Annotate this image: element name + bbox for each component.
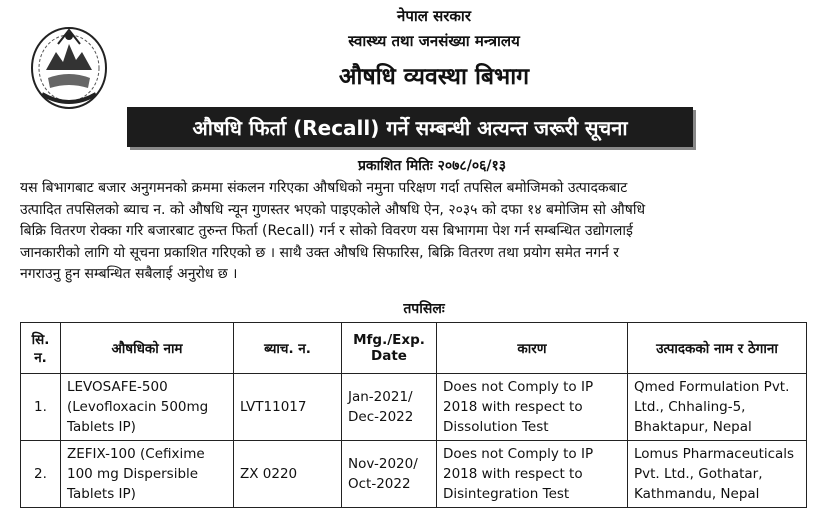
department-name: औषधि व्यवस्था बिभाग <box>338 64 530 90</box>
notice-body-line: जानकारीको लागि यो सूचना प्रकाशित गरिएको छ । साथै उक्त औषधि सिफारिस, बिक्रि वितरण तथा प्रयोग समेत नगर्न र <box>20 244 620 261</box>
notice-body-line: उत्पादित तपसिलको ब्याच न. को औषधि न्यून गुणस्तर भएको पाइएकोले औषधि ऐन, २०३५ को दफा १४ बमोजिम सो औषधि <box>20 201 646 218</box>
published-date: प्रकाशित मितिः २०७८/०६/१३ <box>357 158 507 174</box>
cell-sn: 1. <box>21 374 61 441</box>
table-row <box>21 374 807 441</box>
government-name: नेपाल सरकार <box>397 7 471 25</box>
cell-dates: Jan-2021/ Dec-2022 <box>342 374 437 441</box>
col-header-reason: कारण <box>437 323 628 374</box>
cell-reason: Does not Comply to IP 2018 with respect to Dissolution Test <box>437 374 628 441</box>
cell-manufacturer: Lomus Pharmaceuticals Pvt. Ltd., Gothatar, Kathmandu, Nepal <box>628 441 807 508</box>
cell-manufacturer: Qmed Formulation Pvt. Ltd., Chhaling-5, Bhaktapur, Nepal <box>628 374 807 441</box>
cell-sn: 2. <box>21 441 61 508</box>
notice-body-line: बिक्रि वितरण रोक्का गरि बजारबाट तुरुन्त फिर्ता (Recall) गर्न र सोको विवरण यस बिभागमा पेश गर्न सम्बन्धित उद्योगलाई <box>20 223 633 239</box>
notice-title: औषधि फिर्ता (Recall) गर्ने सम्बन्धी अत्यन्त जरूरी सूचना <box>192 115 628 140</box>
details-heading: तपसिलः <box>403 301 445 317</box>
notice-body-line: यस बिभागबाट बजार अनुगमनको क्रममा संकलन गरिएका औषधिको नमुना परिक्षण गर्दा तपसिल बमोजिमको उत्पादकबाट <box>20 180 628 196</box>
cell-name: LEVOSAFE-500 (Levofloxacin 500mg Tablets IP) <box>61 374 234 441</box>
cell-dates: Nov-2020/ Oct-2022 <box>342 441 437 508</box>
col-header-manufacturer: उत्पादकको नाम र ठेगाना <box>628 323 807 374</box>
col-header-batch: ब्याच. न. <box>234 323 342 374</box>
notice-title-banner <box>127 107 693 147</box>
col-header-sn: सि. न. <box>21 323 61 374</box>
cell-batch: LVT11017 <box>234 374 342 441</box>
table-row <box>21 441 807 508</box>
ministry-name: स्वास्थ्य तथा जनसंख्या मन्त्रालय <box>348 32 520 50</box>
notice-body-line: नगराउनु हुन सम्बन्धित सबैलाई अनुरोध छ । <box>20 266 238 282</box>
recall-table <box>20 322 807 508</box>
cell-reason: Does not Comply to IP 2018 with respect to Disintegration Test <box>437 441 628 508</box>
notice-body <box>20 178 810 286</box>
col-header-name: औषधिको नाम <box>61 323 234 374</box>
table-header-row <box>21 323 807 374</box>
cell-batch: ZX 0220 <box>234 441 342 508</box>
cell-name: ZEFIX-100 (Cefixime 100 mg Dispersible Tablets IP) <box>61 441 234 508</box>
col-header-dates: Mfg./Exp. Date <box>342 323 437 374</box>
